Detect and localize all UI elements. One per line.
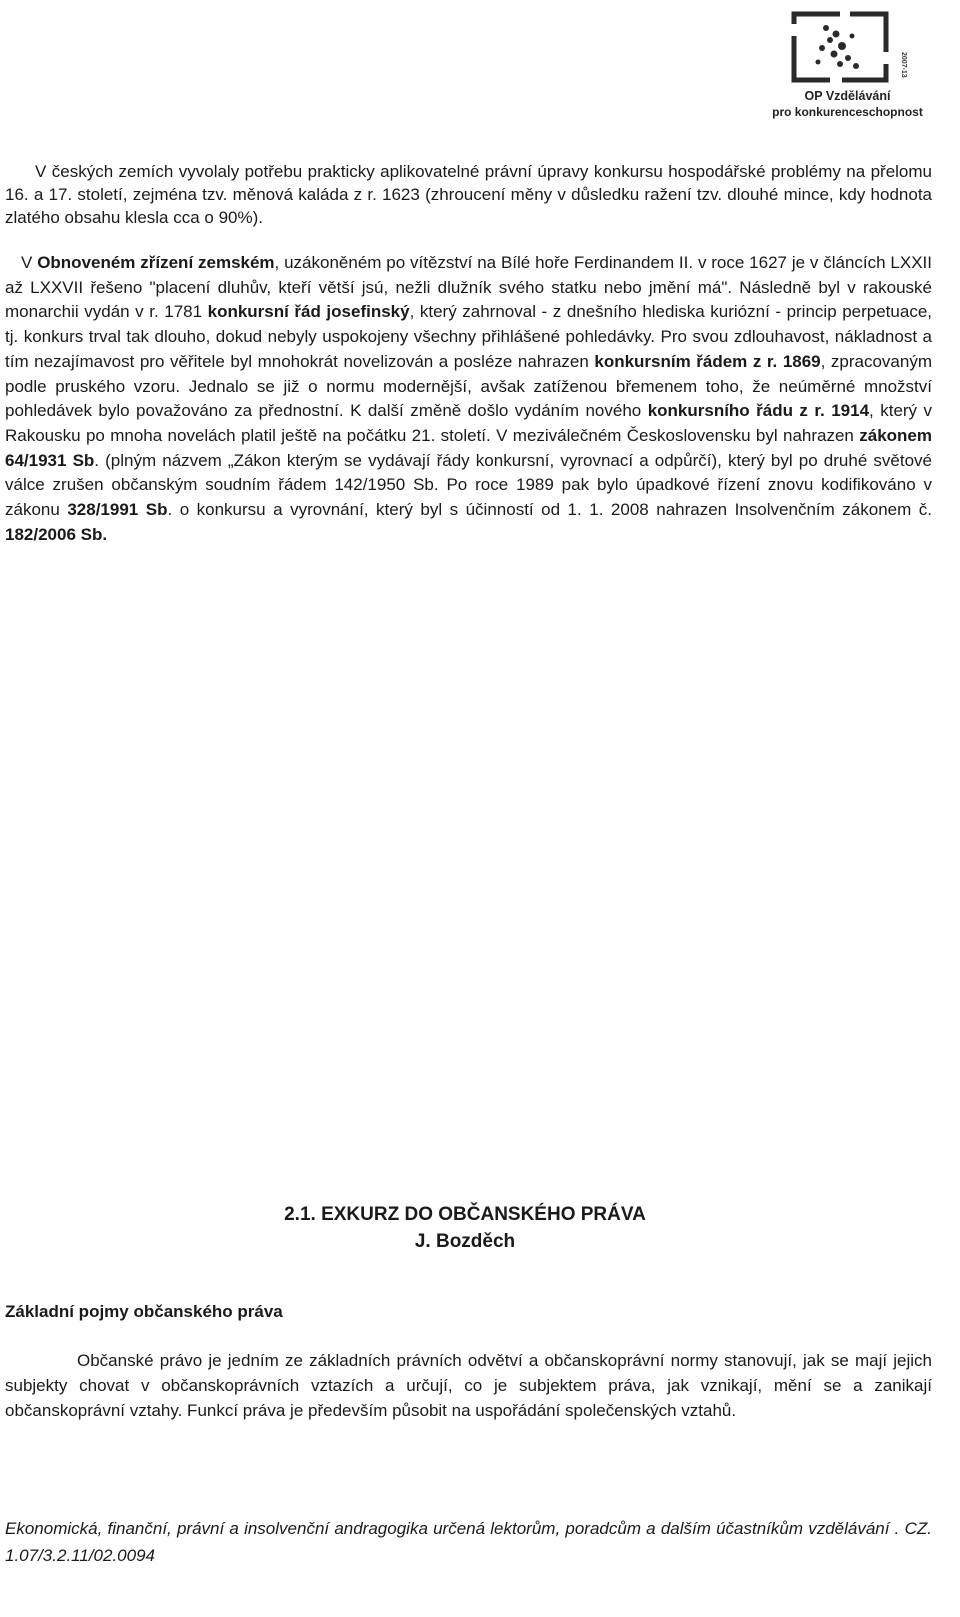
paragraph-civil-law: Občanské právo je jedním ze základních právních odvětví a občanskoprávní normy stanovují, jak se mají jejich subjekty chovat v občanskoprávních vztazích a určují, co je subjektem práva, jak vznikají, mění se a zanikají občanskoprávní vztahy. Funkcí práva je především působit na uspořádání společenských vztahů.: [5, 1351, 932, 1420]
op-logo-graphic: [786, 6, 906, 86]
text-segment: , zpracovaným podle pruského vzoru. Jednalo se již o normu modernější, avšak zatíženou břemenem toho, že neúměrné množství pohledávek bylo považováno za přednostní. K další změně došlo vydáním nového: [5, 351, 933, 421]
paragraph-history-intro: V českých zemích vyvolaly potřebu prakticky aplikovatelné právní úpravy konkursu hospodářské problémy na přelomu 16. a 17. století, zejména tzv. měnová kaláda z r. 1623 (zhroucení měny v důsledku ražení tzv. dlouhé mince, kdy hodnota zlatého obsahu klesla cca o 90%).: [5, 162, 932, 227]
bold-term: 182/2006 Sb.: [5, 524, 108, 544]
logo-line-2: pro konkurenceschopnost: [772, 105, 923, 119]
text-segment: , který v Rakousku po mnoha novelách platil ještě na počátku 21. století. V meziválečném Československu byl nahrazen: [5, 401, 933, 445]
bold-term: Obnoveném zřízení zemském: [37, 253, 275, 272]
bold-term: 328/1991 Sb: [67, 500, 168, 520]
paragraph-history-laws: [5, 251, 932, 547]
bold-term: konkursního řádu z r. 1914: [647, 401, 870, 421]
text-segment: , uzákoněném po vítězství na Bílé hoře Ferdinandem II. v roce 1627 je v článcích LXXII až LXXVII řešeno "placení dluhův, kteří větší jsú, nežli dlužník svého statku nebo jmění má". Následně byl v rakouské monarchii vydán v r. 1781: [5, 253, 933, 322]
subheading: Základní pojmy občanského práva: [5, 1302, 283, 1321]
section-title: 2.1. EXKURZ DO OBČANSKÉHO PRÁVA: [284, 1204, 646, 1225]
page-footer: Ekonomická, finanční, právní a insolvenční andragogika určená lektorům, poradcům a dalším účastníkům vzdělávání . CZ. 1.07/3.2.11/02.0094: [5, 1519, 932, 1565]
logo-line-1: OP Vzdělávání: [804, 89, 891, 103]
text-segment: . o konkursu a vyrovnání, který byl s účinností od 1. 1. 2008 nahrazen Insolvenčním zákonem č.: [167, 500, 932, 520]
logo-year-mark: 2007-13: [900, 52, 907, 78]
op-vzdelavani-logo: [760, 6, 935, 118]
bold-term: konkursním řádem z r. 1869: [594, 351, 821, 371]
bold-term: konkursní řád josefinský: [207, 302, 410, 322]
text-segment: V: [21, 253, 38, 272]
text-segment: , který zahrnoval - z dnešního hlediska kuriózní - princip perpetuace, tj. konkurs trval tak dlouho, dokud nebyly uspokojeny všechny přihlášené pohledávky. Pro svou zdlouhavost, nákladnost a tím nezajímavost pro věřitele byl mnohokrát novelizován a posléze nahrazen: [5, 302, 932, 371]
text-segment: . (plným názvem „Zákon kterým se vydávají řády konkursní, vyrovnací a odpůrčí), který byl po druhé světové válce zrušen občanským soudním řádem 142/1950 Sb. Po roce 1989 pak bylo úpadkové řízení znovu kodifikováno v zákonu: [5, 450, 932, 520]
bold-term: zákonem 64/1931 Sb: [5, 425, 932, 470]
section-author: J. Bozděch: [414, 1231, 516, 1252]
